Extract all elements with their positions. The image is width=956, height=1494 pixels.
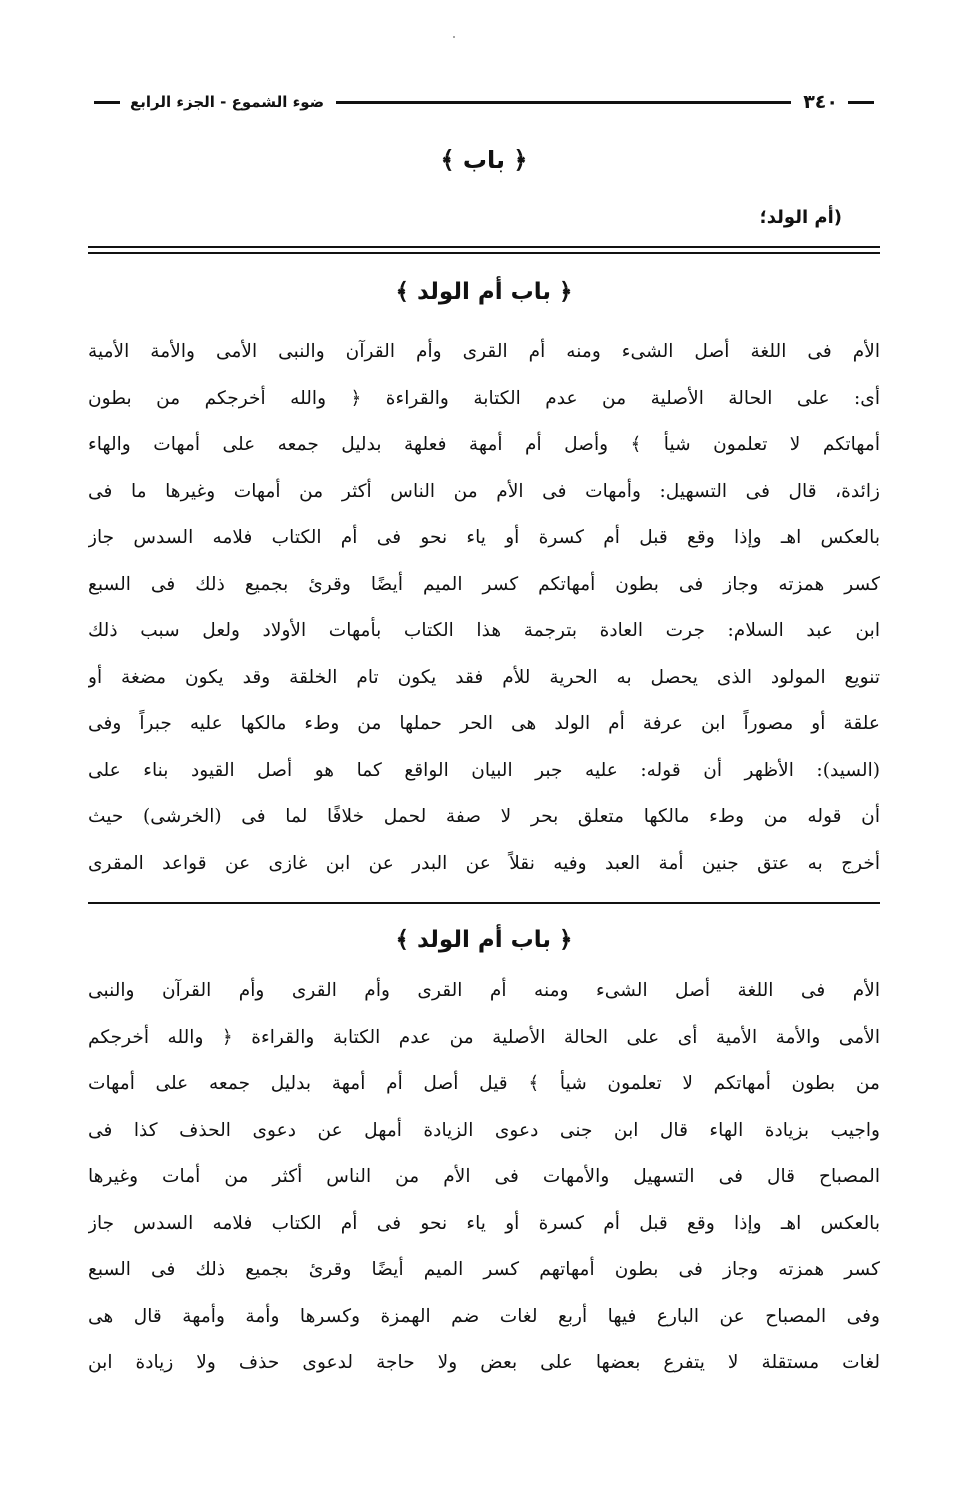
text-line: لغات مستقلة لا يتفرع بعضها على بعض ولا حاجة لدعوى حذف ولا زيادة ابن	[88, 1352, 880, 1373]
text-line: زائدة، قال فى التسهيل: وأمهات فى الأم من الناس أكثر من أمهات وغيرها ما فى	[88, 480, 880, 502]
section-2-body	[88, 968, 880, 1387]
section-divider	[88, 902, 880, 904]
text-line: بالعكس اهـ وإذا وقع قبل أم كسرة أو ياء نحو فى أم الكتاب فلامه السدس جاز	[88, 1212, 880, 1234]
header-dash-right	[848, 101, 874, 104]
text-line: ابن عبد السلام: جرت العادة بترجمة هذا الكتاب بأمهات الأولاد ولعل سبب ذلك	[88, 620, 880, 641]
text-line: الأم فى اللغة أصل الشىء ومنه أم القرى وأم القرى وأم القرآن والنبى	[88, 980, 880, 1001]
section-1-heading: ﴿ باب أم الولد ﴾	[395, 279, 573, 305]
text-line: أمهاتكم لا تعلمون شيأ ﴾ وأصل أم أمهة فعلهة بدليل جمعه على أمهات والهاء	[88, 434, 880, 455]
text-line: (السيد): الأظهر أن قوله: عليه جبر البيان الواقع كما هو أصل القيود بناء على	[88, 759, 880, 781]
section-2-heading: ﴿ باب أم الولد ﴾	[395, 927, 573, 953]
chapter-heading: ﴿ باب ﴾	[440, 146, 528, 174]
text-line: وفى المصباح عن البارع فيها أربع لغات ضم الهمزة وكسرها وأمة وأمهة قال هى	[88, 1305, 880, 1327]
text-line: بالعكس اهـ وإذا وقع قبل أم كسرة أو ياء نحو فى أم الكتاب فلامه السدس جاز	[88, 527, 880, 548]
text-line: تنويع المولود الذى يحصل به الحرية للأم فقد يكون تام الخلقة وقد يكون مضغة أو	[88, 666, 880, 688]
running-header	[88, 86, 880, 118]
text-line: كسر همزته وجاز فى بطون أمهاتهم كسر الميم أيضًا وقرئ بجميع ذلك فى السبع	[88, 1259, 880, 1280]
text-line: كسر همزته وجاز فى بطون أمهاتكم كسر الميم أيضًا وقرئ بجميع ذلك فى السبع	[88, 573, 880, 595]
text-line: أن قوله من وطء مالكها متعلق بحر لا صفة لحمل خلافًا لما فى (الخرشى) حيث	[88, 806, 880, 827]
text-line: أى: على الحالة الأصلية من عدم الكتابة والقراءة ﴿ والله أخرجكم من بطون	[88, 387, 880, 409]
text-line: علقة أو مصوراً ابن عرفة أم الولد هى الحر حملها من وطء مالكها عليه جبراً وفى	[88, 713, 880, 734]
book-title: ضوء الشموع - الجزء الرابع	[130, 93, 325, 111]
section-1-body	[88, 329, 880, 887]
chapter-subheading: (أم الولد؛	[759, 207, 842, 228]
double-divider	[88, 246, 880, 254]
header-rule	[336, 101, 791, 104]
header-dash-left	[94, 101, 120, 104]
text-line: المصباح قال فى التسهيل والأمهات فى الأم من الناس أكثر من أمات وغيرها	[88, 1166, 880, 1187]
page-number: ٣٤٠	[803, 91, 838, 113]
text-line: من بطون أمهاتكم لا تعلمون شيأ ﴾ قيل أصل أم أمهة بدليل جمعه على أمهات	[88, 1073, 880, 1094]
text-line: أخرج به عتق جنين أمة العبد وفيه نقلاً عن البدر عن ابن غازى عن قواعد المقرى	[88, 852, 880, 874]
text-line: واجيب بزيادة الهاء قال ابن جنى دعوى الزيادة أمهل عن دعوى الحذف كذا فى	[88, 1119, 880, 1141]
text-line: الأمى والأمة الأمية أى على الحالة الأصلية من عدم الكتابة والقراءة ﴿ والله أخرجكم	[88, 1026, 880, 1048]
text-line: الأم فى اللغة أصل الشىء ومنه أم القرى وأم القرآن والنبى الأمى والأمة الأمية	[88, 341, 880, 362]
book-page	[88, 0, 880, 1494]
